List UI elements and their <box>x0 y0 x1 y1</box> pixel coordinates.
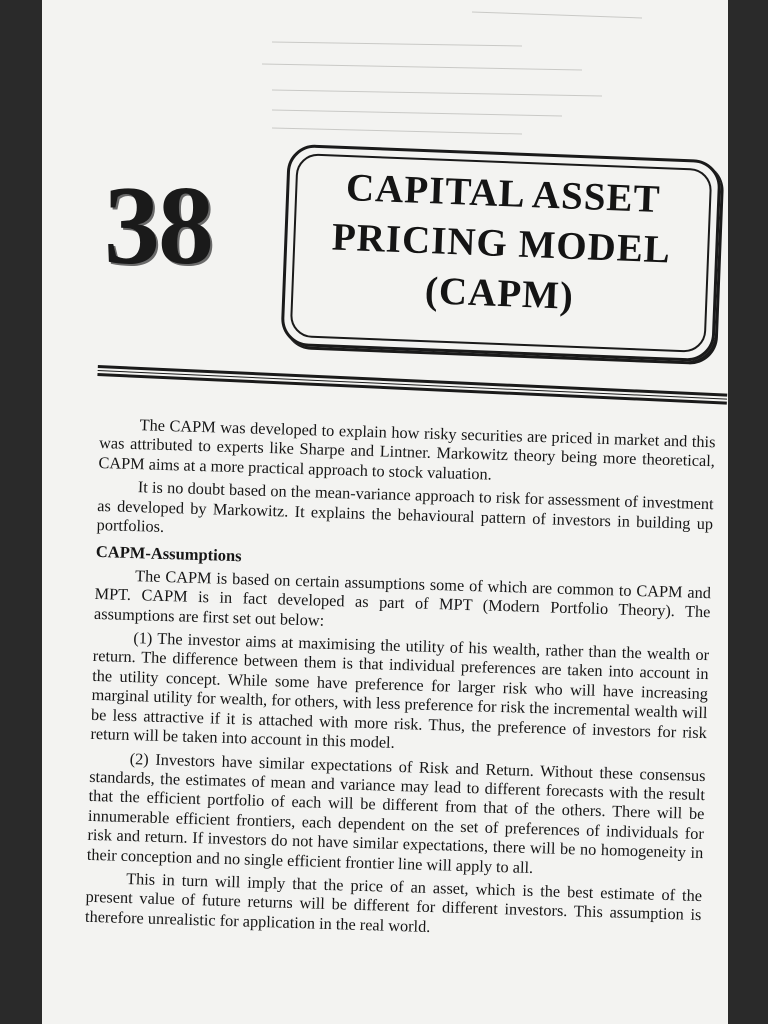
divider-rule <box>98 370 727 400</box>
paragraph: This in turn will imply that the price of an asset, which is the best estimate of the present value of future returns will be different for different investors. This assumption is therefore unrealistic for application in the real world. <box>84 868 703 936</box>
paragraph: (1) The investor aims at maximising the utility of his wealth, rather than the wealth or return. The difference between them is that individual preferences are taken into account in the utility concept. While some have preference for larger risk who will have increasing marginal utility for wealth, for others, with less preference for risk the incremental wealth will be less attractive if it is attached with more risk. Thus, the preference of investors for risk return will be taken into account in this model. <box>90 628 710 752</box>
bleed-through-formulas <box>42 0 728 140</box>
paragraph: The CAPM is based on certain assumptions some of which are common to CAPM and MPT. CAPM is in fact developed as part of MPT (Modern Portfolio Theory). The assumptions are first set out below: <box>93 565 712 630</box>
title-line: (CAPM) <box>424 268 575 318</box>
section-heading: CAPM-Assumptions <box>95 542 242 566</box>
chapter-title <box>285 161 718 327</box>
divider-rule <box>98 365 727 397</box>
title-line: PRICING MODEL <box>331 215 672 272</box>
chapter-number: 38 <box>104 164 212 288</box>
chapter-title-box <box>280 144 721 363</box>
book-page <box>42 0 728 1024</box>
paragraph: (2) Investors have similar expectations of Risk and Return. Without these consensus standards, the estimates of mean and variance may lead to different forecasts with the result that the efficient portfolio of each will be different from that of the others. There will be innumerable efficient frontiers, each dependent on the set of preferences of individuals for risk and return. If investors do not have similar expectations, there will be no homogeneity in their conception and no single efficient frontier line will apply to all. <box>86 748 706 877</box>
paragraph: It is no doubt based on the mean-variance approach to risk for assessment of investment as developed by Markowitz. It explains the behavioural pattern of investors in building up portfolios. <box>96 477 714 536</box>
chapter-body <box>85 414 716 948</box>
title-line: CAPITAL ASSET <box>345 166 662 222</box>
paragraph: The CAPM was developed to explain how risky securities are priced in market and this was attributed to experts like Sharpe and Lintner. Markowitz theory being more theoretical, CAPM aims at a more practical approach to stock valuation. <box>98 415 716 484</box>
